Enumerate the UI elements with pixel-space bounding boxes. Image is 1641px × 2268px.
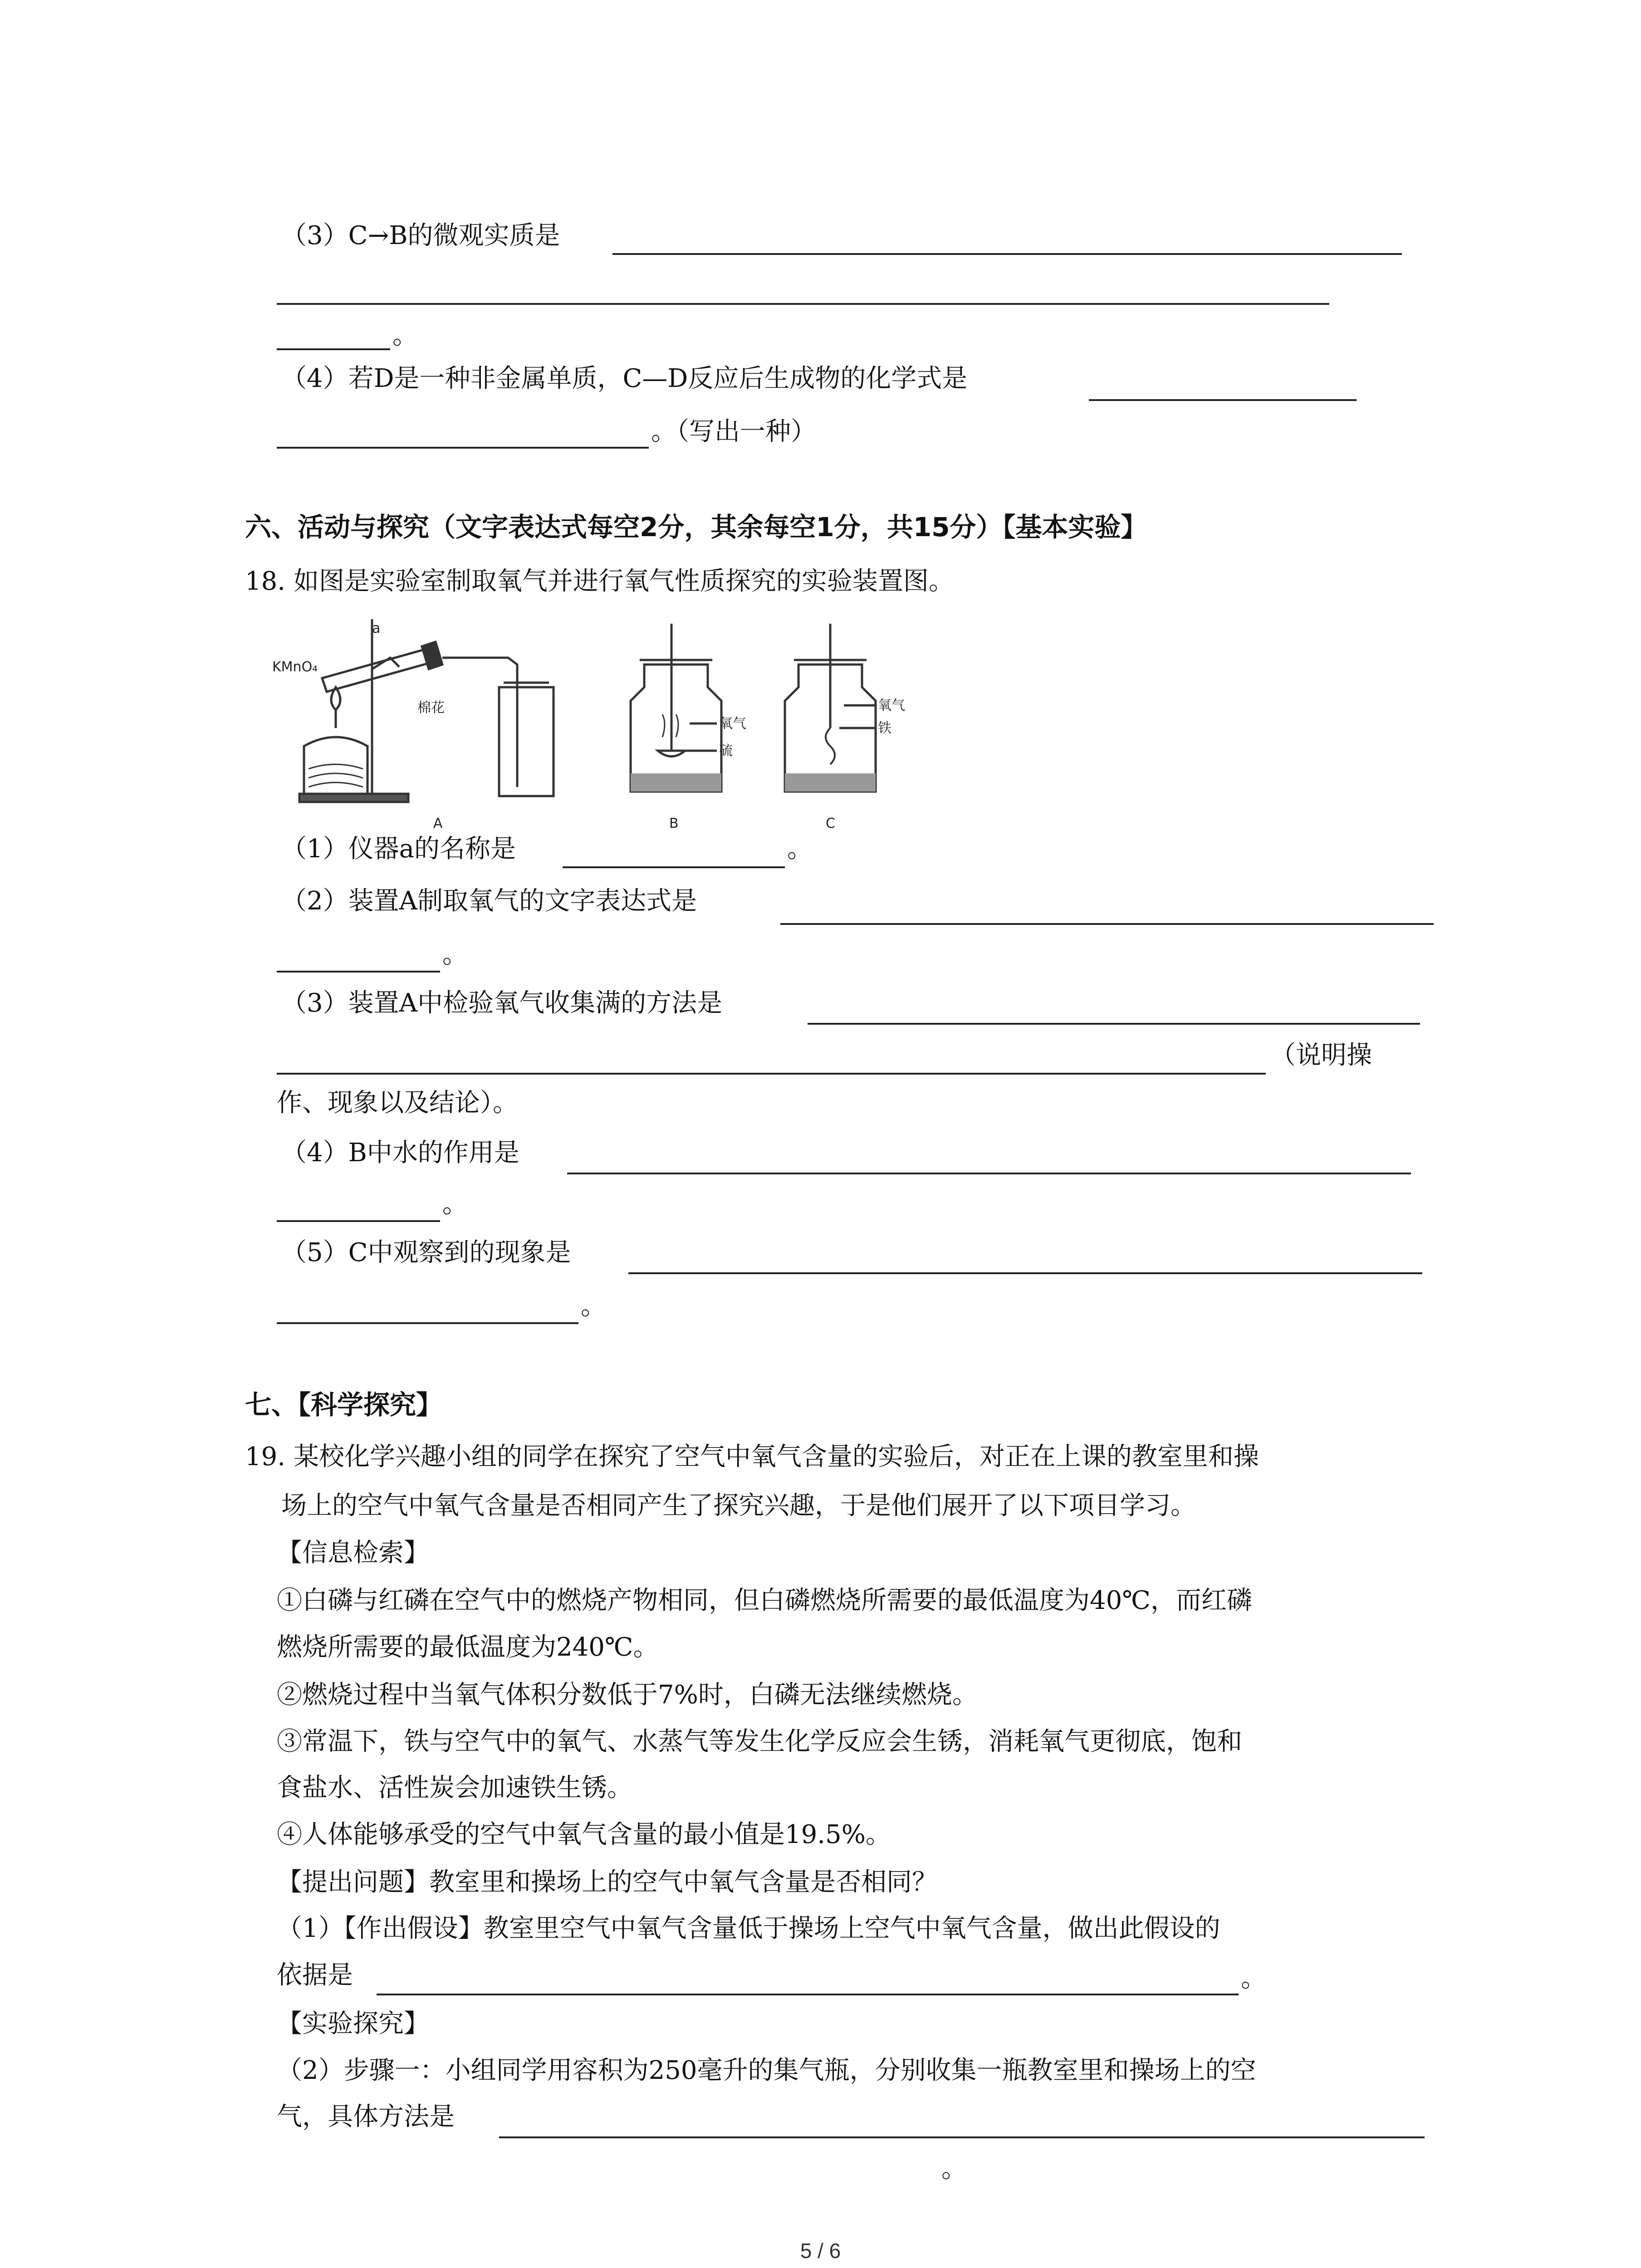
q19-part2-end: 。 [941, 2154, 967, 2184]
q19-part1-line2: 依据是 [277, 1960, 353, 1990]
q18-part1-end: 。 [787, 834, 813, 864]
answer-blank[interactable] [808, 1023, 1420, 1025]
answer-blank[interactable] [277, 303, 1329, 305]
q18-part2: （2）装置A制取氧气的文字表达式是 [281, 886, 697, 916]
q17-part4-end: 。（写出一种） [651, 417, 816, 446]
q19-stem-line2: 场上的空气中氧气含量是否相同产生了探究兴趣，于是他们展开了以下项目学习。 [281, 1491, 1196, 1520]
q18-part3-cont: 作、现象以及结论）。 [277, 1088, 518, 1118]
q18-part2-end: 。 [442, 940, 468, 969]
sulfur-label: 硫 [719, 743, 733, 759]
sand-c [785, 773, 876, 792]
q18-part4-end: 。 [442, 1189, 468, 1219]
combustion-spoon-b [658, 751, 685, 757]
q18-stem: 18. 如图是实验室制取氧气并进行氧气性质探究的实验装置图。 [245, 567, 954, 596]
delivery-tube [442, 658, 517, 787]
answer-blank[interactable] [277, 348, 390, 350]
q18-part5: （5）C中观察到的现象是 [281, 1238, 571, 1267]
page-number: 5 / 6 [800, 2239, 841, 2263]
bottle-b [631, 665, 721, 792]
question-title: 【提出问题】教室里和操场上的空气中氧气含量是否相同？ [277, 1867, 937, 1897]
answer-blank[interactable] [277, 1220, 440, 1222]
q18-part3-tail: （说明操 [1270, 1041, 1372, 1070]
q19-part1-end: 。 [1241, 1964, 1266, 1993]
answer-blank[interactable] [277, 1073, 1266, 1075]
answer-blank[interactable] [612, 253, 1402, 255]
answer-blank[interactable] [377, 1994, 1239, 1995]
figure-label-a: A [433, 816, 443, 831]
info-item-3b: 食盐水、活性炭会加速铁生锈。 [277, 1773, 632, 1803]
section7-heading: 七、【科学探究】 [245, 1389, 443, 1420]
info-item-3a: ③常温下，铁与空气中的氧气、水蒸气等发生化学反应会生锈，消耗氧气更彻底，饱和 [277, 1727, 1242, 1756]
answer-blank[interactable] [563, 866, 785, 868]
q17-part4: （4）若D是一种非金属单质，C—D反应后生成物的化学式是 [281, 364, 968, 393]
q17-part3: （3）C→B的微观实质是 [281, 221, 560, 250]
answer-blank[interactable] [499, 2136, 1425, 2138]
answer-blank[interactable] [780, 923, 1434, 925]
info-item-1b: 燃烧所需要的最低温度为240℃。 [277, 1633, 659, 1662]
q19-part2-line1: （2）步骤一：小组同学用容积为250毫升的集气瓶，分别收集一瓶教室里和操场上的空 [277, 2056, 1256, 2085]
test-tube [322, 646, 440, 692]
q19-part2-line2: 气，具体方法是 [277, 2102, 455, 2131]
info-item-2: ②燃烧过程中当氧气体积分数低于7%时，白磷无法继续燃烧。 [277, 1680, 978, 1710]
kmno4-label: KMnO₄ [272, 659, 318, 675]
oxygen-label-c: 氧气 [878, 698, 905, 714]
q19-part1-line1: （1）【作出假设】教室里空气中氧气含量低于操场上空气中氧气含量，做出此假设的 [277, 1914, 1220, 1943]
answer-blank[interactable] [277, 447, 649, 449]
cotton-label: 棉花 [417, 700, 445, 716]
iron-label: 铁 [878, 720, 892, 736]
figure-label-b: B [669, 816, 679, 831]
water-b [631, 773, 721, 792]
answer-blank[interactable] [277, 1322, 578, 1324]
iron-wire [826, 728, 835, 764]
q19-stem-line1: 19. 某校化学兴趣小组的同学在探究了空气中氧气含量的实验后，对正在上课的教室里和操 [245, 1442, 1259, 1471]
q17-part3-end: 。 [392, 321, 418, 350]
q18-part5-end: 。 [581, 1291, 606, 1321]
q18-part1: （1）仪器a的名称是 [281, 834, 516, 864]
info-item-4: ④人体能够承受的空气中氧气含量的最小值是19.5%。 [277, 1820, 891, 1849]
apparatus-figure [272, 615, 916, 837]
a-label: a [372, 621, 381, 636]
answer-blank[interactable] [277, 971, 440, 973]
iron-stand-base [299, 794, 408, 802]
answer-blank[interactable] [628, 1272, 1422, 1274]
gas-jar [499, 687, 554, 796]
info-title: 【信息检索】 [277, 1538, 429, 1568]
q18-part3: （3）装置A中检验氧气收集满的方法是 [281, 988, 723, 1018]
experiment-title: 【实验探究】 [277, 2009, 429, 2038]
info-item-1a: ①白磷与红磷在空气中的燃烧产物相同，但白磷燃烧所需要的最低温度为40℃，而红磷 [277, 1586, 1252, 1615]
flame [331, 687, 340, 728]
figure-label-c: C [826, 816, 835, 831]
section6-heading: 六、活动与探究（文字表达式每空2分，其余每空1分，共15分）【基本实验】 [245, 512, 1147, 543]
apparatus-diagram [272, 615, 916, 837]
oxygen-label-b: 氧气 [719, 716, 746, 732]
q18-part4: （4）B中水的作用是 [281, 1138, 519, 1168]
answer-blank[interactable] [567, 1173, 1411, 1174]
answer-blank[interactable] [1089, 399, 1357, 401]
